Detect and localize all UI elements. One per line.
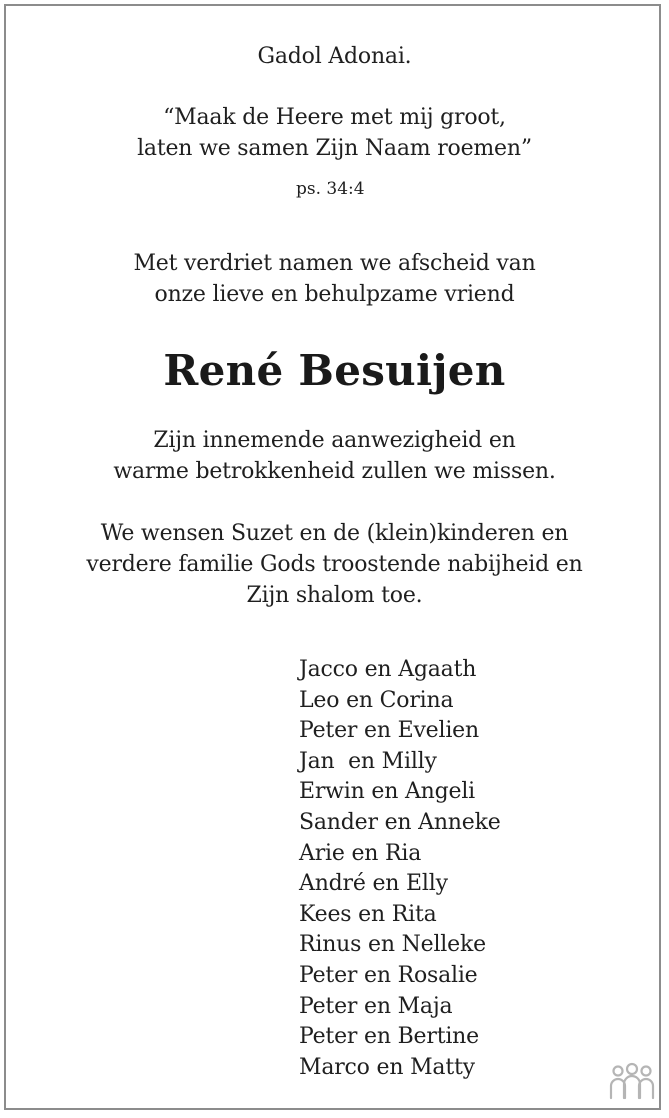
announcement-line-1: Met verdriet namen we afscheid van xyxy=(133,251,536,276)
announcement-text xyxy=(0,248,669,310)
tribute-line-2: warme betrokkenheid zullen we missen. xyxy=(113,459,556,484)
tribute-line-1: Zijn innemende aanwezigheid en xyxy=(153,428,516,453)
signatory: Sander en Anneke xyxy=(299,809,501,835)
verse-reference: ps. 34:4 xyxy=(296,179,365,199)
wishes-line-2: verdere familie Gods troostende nabijheid en xyxy=(86,552,583,577)
signatory: Leo en Corina xyxy=(299,687,454,713)
wishes-line-1: We wensen Suzet en de (klein)kinderen en xyxy=(100,521,569,546)
signatory: Peter en Maja xyxy=(299,993,453,1019)
signatory: Jan en Milly xyxy=(299,748,437,774)
signatory: André en Elly xyxy=(299,871,448,897)
verse-line-2: laten we samen Zijn Naam roemen” xyxy=(137,136,532,161)
opening-line: Gadol Adonai. xyxy=(257,44,412,69)
signatories-list xyxy=(299,655,501,1083)
signatory: Marco en Matty xyxy=(299,1054,475,1080)
signatory: Jacco en Agaath xyxy=(299,657,477,682)
signatory: Kees en Rita xyxy=(299,901,437,927)
opening-text xyxy=(0,41,669,72)
bible-verse xyxy=(0,102,669,164)
signatory: Peter en Rosalie xyxy=(299,962,478,988)
wishes-text xyxy=(0,518,669,611)
tribute-text xyxy=(0,425,669,487)
announcement-line-2: onze lieve en behulpzame vriend xyxy=(154,282,515,307)
signatory: Rinus en Nelleke xyxy=(299,932,486,958)
signatory: Erwin en Angeli xyxy=(299,779,476,805)
signatory: Arie en Ria xyxy=(299,840,422,866)
deceased-name: René Besuijen xyxy=(163,346,506,395)
verse-line-1: “Maak de Heere met mij groot, xyxy=(163,105,506,130)
signatory: Peter en Bertine xyxy=(299,1024,479,1050)
people-group-icon xyxy=(608,1062,656,1102)
wishes-line-3: Zijn shalom toe. xyxy=(246,583,423,608)
signatory: Peter en Evelien xyxy=(299,718,479,744)
